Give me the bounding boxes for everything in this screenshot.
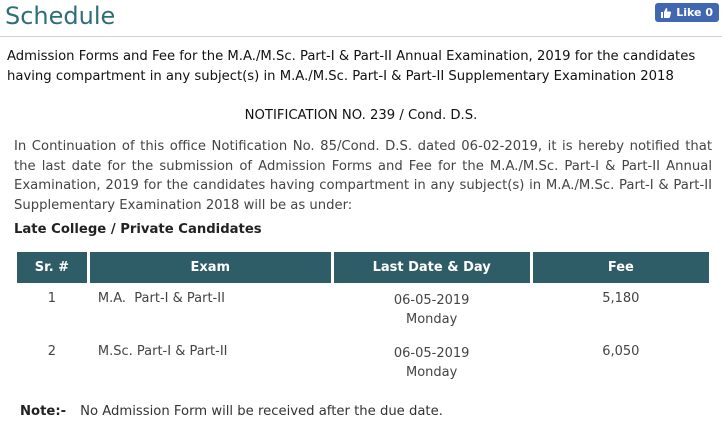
column-header-date: Last Date & Day <box>334 252 530 283</box>
cell-fee: 5,180 <box>602 291 640 306</box>
notice-subject: Admission Forms and Fee for the M.A./M.Sc. Part-I & Part-II Annual Examination, 2019 for the candidates having compartment in any subject(s) in M.A./M.Sc. Part-I & Part-II Supplementary Examination 2018 <box>7 49 696 84</box>
table-row <box>17 336 709 389</box>
notice-paragraph: In Continuation of this office Notification No. 85/Cond. D.S. dated 06-02-2019, it is hereby notified that the last date for the submission of Admission Forms and Fee for the M.A./M.Sc. Part-I & Part-II Annual Examination, 2019 for the candidates having compartment in any subject(s) in M.A./M.Sc. Part-I & Part-II Supplementary Examination 2018 will be as under: <box>14 139 712 213</box>
cell-fee: 6,050 <box>602 344 640 359</box>
cell-date-value: 06-05-2019 <box>393 346 470 361</box>
header <box>0 0 722 40</box>
facebook-like-button[interactable] <box>655 3 719 22</box>
schedule-table <box>14 252 712 389</box>
note <box>20 404 443 419</box>
cell-day-value: Monday <box>405 312 458 327</box>
column-header-sr: Sr. # <box>17 252 87 283</box>
column-header-fee: Fee <box>533 252 709 283</box>
section-label: Late College / Private Candidates <box>14 222 262 237</box>
thumbs-up-icon <box>660 7 672 19</box>
note-text: No Admission Form will be received after the due date. <box>80 404 443 419</box>
cell-exam: M.A. Part-I & Part-II <box>97 291 225 306</box>
table-row <box>17 283 709 336</box>
cell-sr: 2 <box>47 344 57 359</box>
cell-exam: M.Sc. Part-I & Part-II <box>97 344 228 359</box>
cell-date <box>334 336 530 389</box>
header-divider <box>0 36 722 37</box>
cell-date-value: 06-05-2019 <box>393 293 470 308</box>
like-label: Like 0 <box>676 6 713 19</box>
cell-day-value: Monday <box>405 365 458 380</box>
table-header-row <box>17 252 709 283</box>
page-title: Schedule <box>5 2 116 30</box>
notification-number: NOTIFICATION NO. 239 / Cond. D.S. <box>244 108 478 123</box>
cell-date <box>334 283 530 336</box>
column-header-exam: Exam <box>90 252 331 283</box>
cell-sr: 1 <box>47 291 57 306</box>
note-label: Note:- <box>20 404 67 419</box>
